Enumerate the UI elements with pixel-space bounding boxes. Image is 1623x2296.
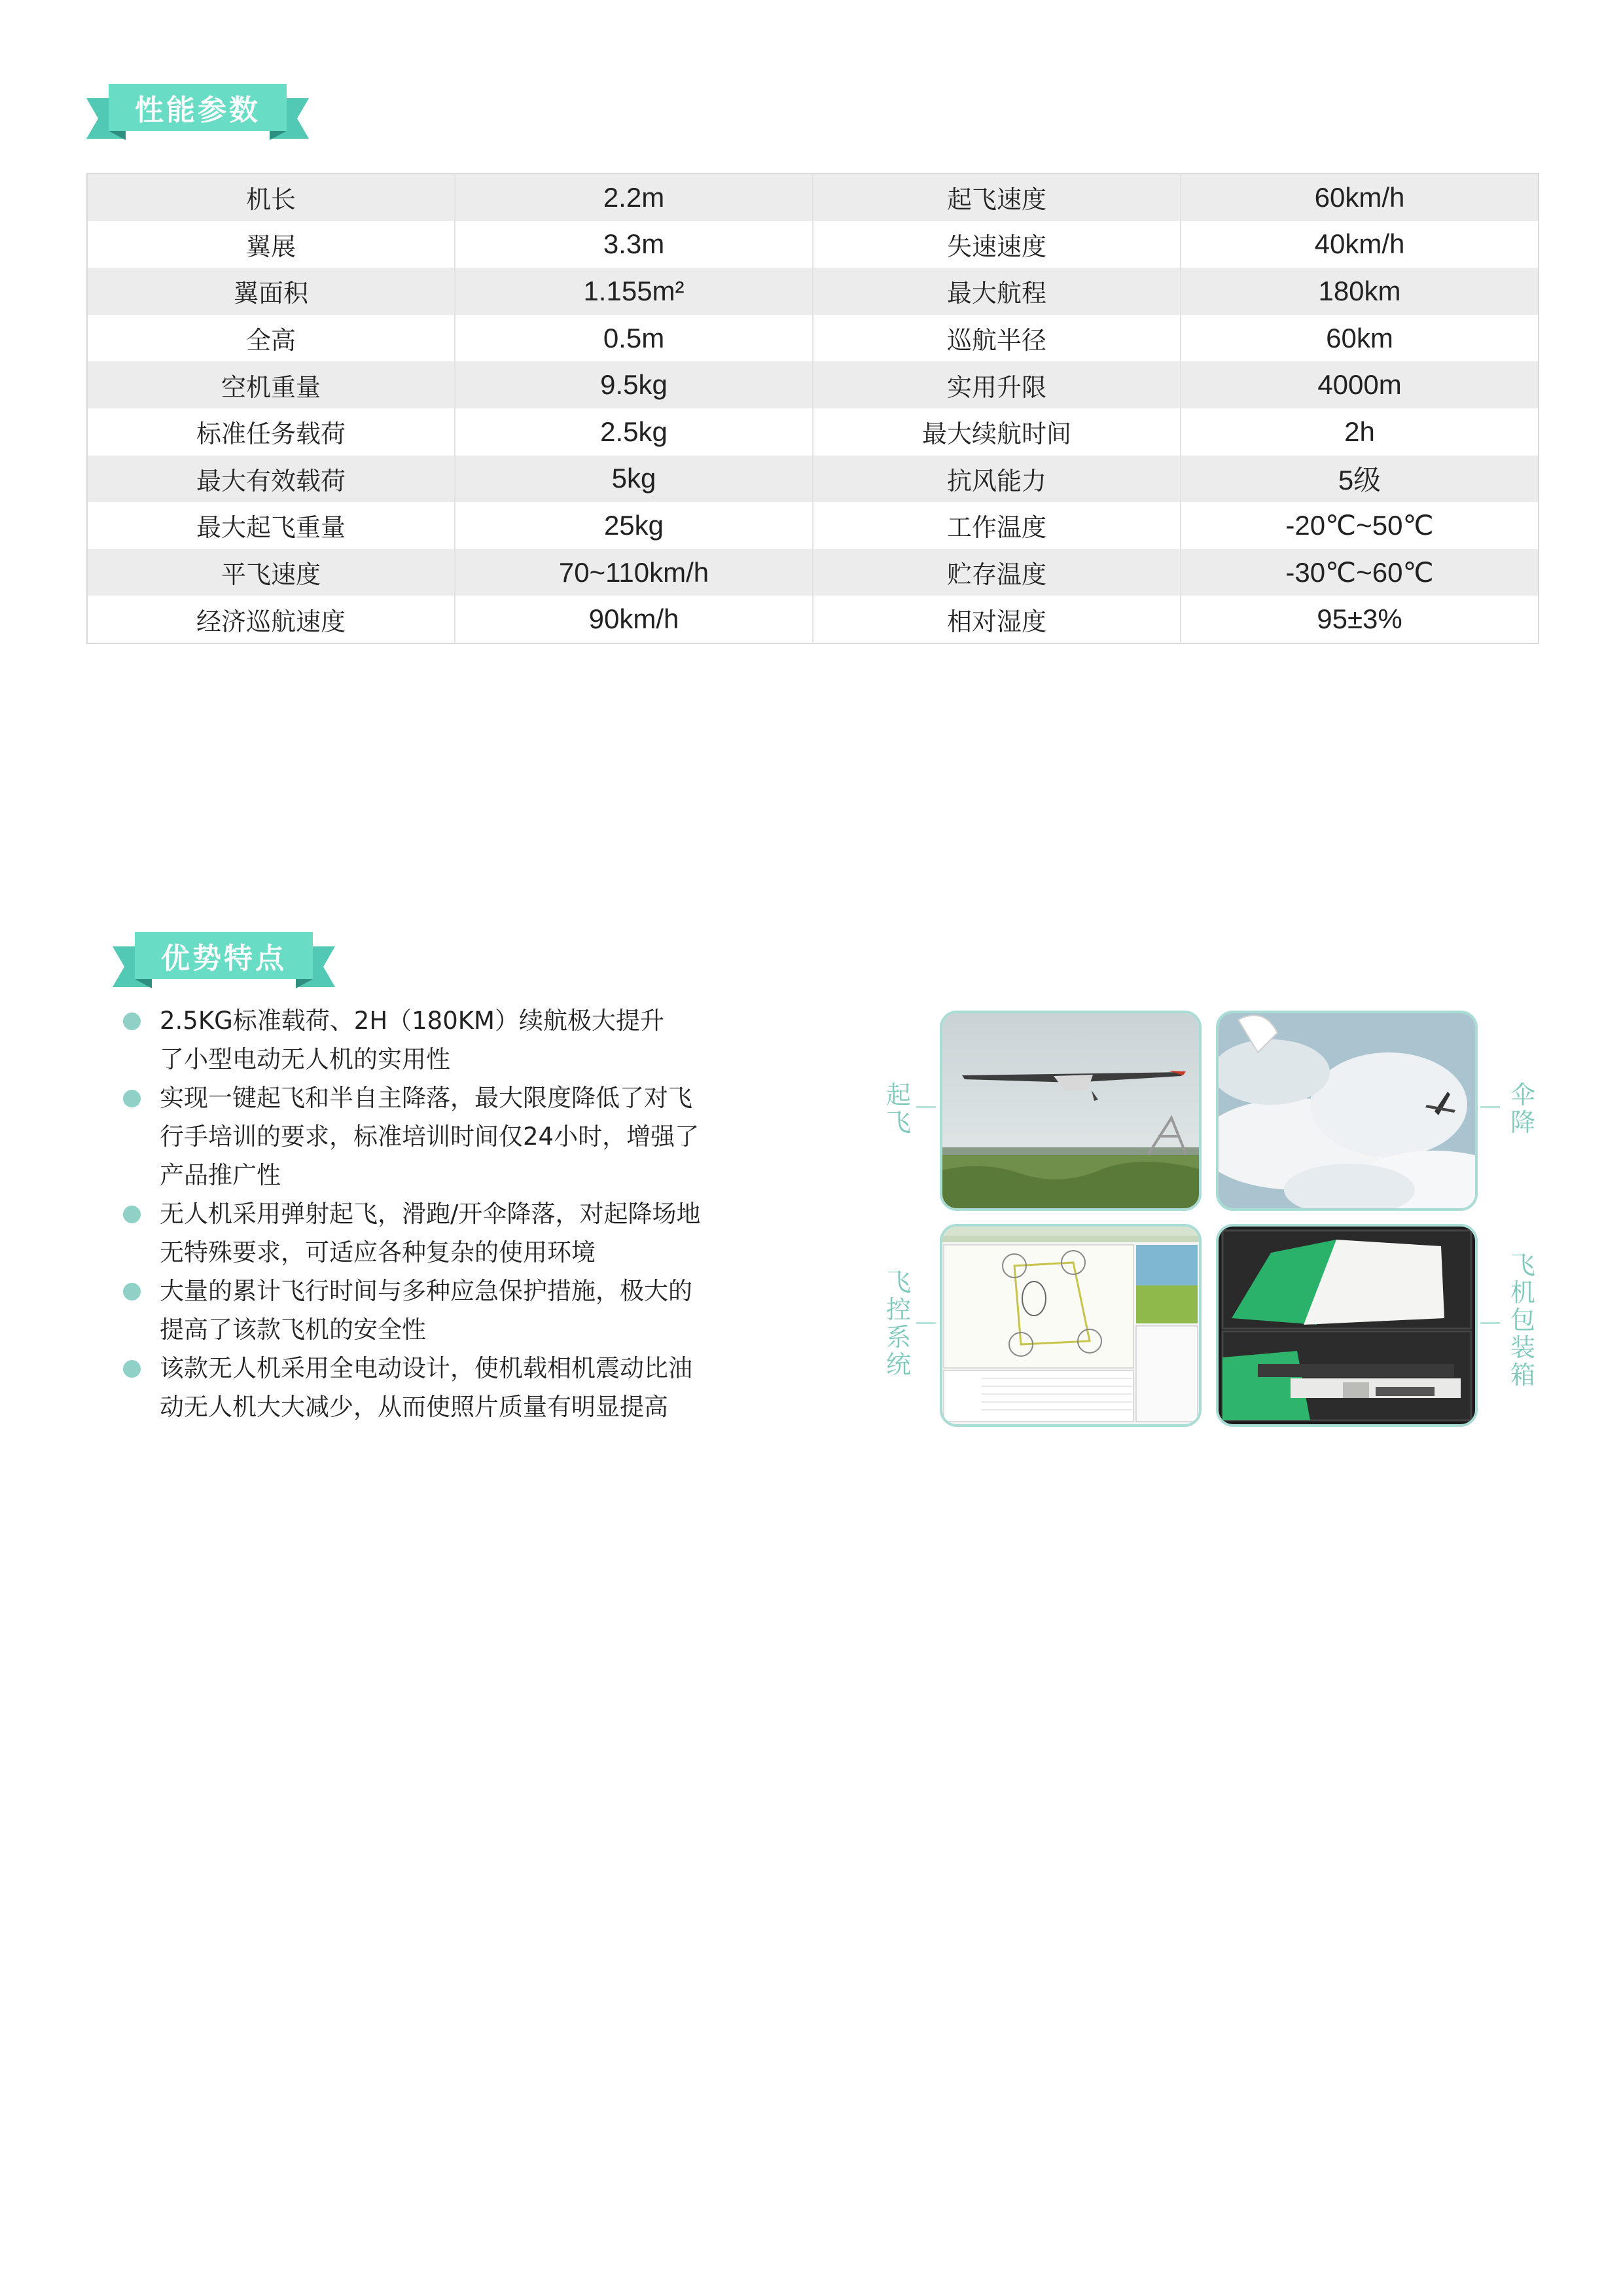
advantage-line: 2.5KG标准载荷、2H（180KM）续航极大提升 (160, 1007, 664, 1035)
advantage-item (122, 1194, 763, 1272)
spec-row (87, 596, 1539, 643)
bullet-dot-icon (123, 1206, 141, 1223)
advantage-item (122, 1272, 763, 1349)
spec-label: 平飞速度 (87, 549, 455, 596)
takeoff-image (942, 1013, 1199, 1208)
spec-value: 60km/h (1181, 173, 1539, 221)
case-caption-line (1480, 1322, 1500, 1324)
advantage-item (122, 1001, 763, 1079)
ribbon-band (135, 932, 313, 979)
spec-value: -20℃~50℃ (1181, 502, 1539, 549)
bullet-dot-icon (123, 1283, 141, 1300)
spec-value: 2.5kg (455, 408, 813, 456)
spec-value: -30℃~60℃ (1181, 549, 1539, 596)
spec-label: 最大航程 (813, 268, 1181, 315)
spec-label: 最大续航时间 (813, 408, 1181, 456)
spec-label: 工作温度 (813, 502, 1181, 549)
advantage-line: 无人机采用弹射起飞，滑跑/开伞降落，对起降场地 (160, 1200, 701, 1228)
flight-control-image (942, 1227, 1199, 1424)
flight-control-caption: 飞 控 系 统 (885, 1268, 911, 1379)
spec-table (86, 173, 1539, 644)
advantage-line: 提高了该款飞机的安全性 (160, 1316, 426, 1344)
spec-value: 60km (1181, 315, 1539, 362)
parachute-photo (1216, 1011, 1478, 1211)
parachute-image (1219, 1013, 1475, 1208)
spec-value: 180km (1181, 268, 1539, 315)
advantages-list (122, 1001, 763, 1426)
advantage-line: 了小型电动无人机的实用性 (160, 1045, 450, 1073)
advantage-line: 无特殊要求，可适应各种复杂的使用环境 (160, 1238, 596, 1266)
spec-value: 5kg (455, 456, 813, 503)
advantage-line: 行手培训的要求，标准培训时间仅24小时，增强了 (160, 1122, 700, 1151)
spec-label: 标准任务载荷 (87, 408, 455, 456)
spec-label: 机长 (87, 173, 455, 221)
spec-label: 起飞速度 (813, 173, 1181, 221)
spec-row (87, 549, 1539, 596)
spec-value: 0.5m (455, 315, 813, 362)
spec-label: 翼展 (87, 221, 455, 268)
advantage-item (122, 1079, 763, 1194)
spec-label: 抗风能力 (813, 456, 1181, 503)
spec-label: 空机重量 (87, 361, 455, 408)
takeoff-caption-line (916, 1106, 936, 1108)
spec-value: 90km/h (455, 596, 813, 643)
case-image (1219, 1227, 1475, 1424)
spec-value: 5级 (1181, 456, 1539, 503)
advantage-line: 产品推广性 (160, 1161, 281, 1189)
spec-value: 4000m (1181, 361, 1539, 408)
spec-row (87, 361, 1539, 408)
advantage-line: 大量的累计飞行时间与多种应急保护措施，极大的 (160, 1277, 692, 1305)
spec-row (87, 315, 1539, 362)
spec-value: 9.5kg (455, 361, 813, 408)
spec-section-ribbon (86, 84, 309, 143)
advantages-section-ribbon (113, 932, 335, 991)
advantage-line: 该款无人机采用全电动设计，使机载相机震动比油 (160, 1354, 692, 1382)
parachute-caption-line (1480, 1106, 1500, 1108)
flight-control-photo (940, 1224, 1202, 1427)
spec-label: 贮存温度 (813, 549, 1181, 596)
spec-label: 最大起飞重量 (87, 502, 455, 549)
case-caption: 飞 机 包 装 箱 (1510, 1251, 1535, 1390)
spec-value: 1.155m² (455, 268, 813, 315)
takeoff-photo (940, 1011, 1202, 1211)
spec-label: 失速速度 (813, 221, 1181, 268)
bullet-dot-icon (123, 1013, 141, 1030)
spec-row (87, 502, 1539, 549)
bullet-dot-icon (123, 1090, 141, 1107)
spec-value: 70~110km/h (455, 549, 813, 596)
spec-label: 经济巡航速度 (87, 596, 455, 643)
spec-label: 翼面积 (87, 268, 455, 315)
spec-value: 2h (1181, 408, 1539, 456)
bullet-dot-icon (123, 1360, 141, 1378)
spec-label: 巡航半径 (813, 315, 1181, 362)
case-photo (1216, 1224, 1478, 1427)
ribbon-band (109, 84, 287, 131)
spec-section-title: 性能参数 (135, 94, 260, 127)
spec-value: 2.2m (455, 173, 813, 221)
spec-value: 3.3m (455, 221, 813, 268)
spec-row (87, 408, 1539, 456)
spec-value: 95±3% (1181, 596, 1539, 643)
spec-label: 相对湿度 (813, 596, 1181, 643)
takeoff-caption: 起 飞 (885, 1081, 911, 1137)
spec-value: 40km/h (1181, 221, 1539, 268)
spec-label: 全高 (87, 315, 455, 362)
spec-row (87, 173, 1539, 221)
advantage-item (122, 1349, 763, 1426)
advantage-line: 动无人机大大减少，从而使照片质量有明显提高 (160, 1393, 668, 1421)
spec-value: 25kg (455, 502, 813, 549)
spec-row (87, 456, 1539, 503)
advantage-line: 实现一键起飞和半自主降落，最大限度降低了对飞 (160, 1084, 692, 1112)
spec-label: 实用升限 (813, 361, 1181, 408)
advantages-section-title: 优势特点 (161, 942, 287, 975)
spec-row (87, 221, 1539, 268)
spec-row (87, 268, 1539, 315)
parachute-caption: 伞 降 (1510, 1081, 1535, 1137)
spec-label: 最大有效载荷 (87, 456, 455, 503)
flight-control-caption-line (916, 1322, 936, 1324)
